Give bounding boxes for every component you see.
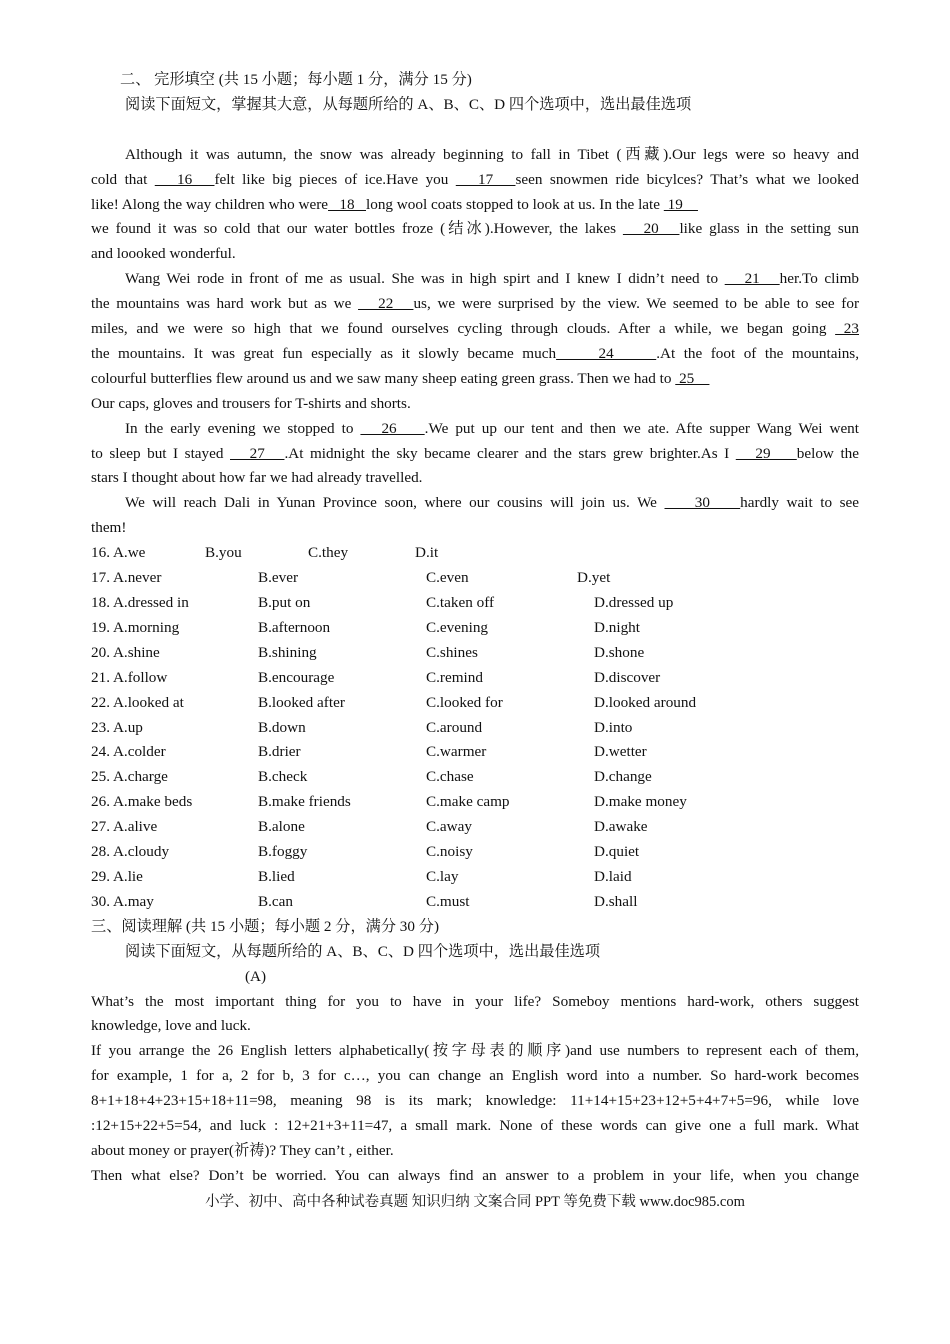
reading-line: Then what else? Don’t be worried. You can always find an answer to a problem in your life, when you change (91, 1166, 859, 1184)
passage-line: colourful butterflies flew around us and we saw many sheep eating green grass. Then we had to 25 (91, 369, 710, 387)
blank-20: 20 (622, 220, 680, 238)
blank-18: 18 (328, 195, 366, 213)
passage-line: Our caps, gloves and trousers for T-shirts and shorts. (91, 394, 411, 412)
passage-line: we found it was so cold that our water bottles froze (结冰).However, the lakes 20 like glass in the setting sun (91, 220, 859, 238)
cloze-passage (91, 143, 859, 542)
blank-27: 27 (230, 444, 285, 462)
document-page (91, 68, 859, 1189)
option-row: 17. A.never B.ever C.even D.yet (91, 569, 611, 587)
reading-line: about money or prayer(祈祷)? They can’t , either. (91, 1141, 394, 1159)
option-row: 21. A.follow B.encourage C.remind D.discover (91, 668, 661, 686)
option-row: 22. A.looked at B.looked after C.looked for D.looked around (91, 693, 697, 711)
passage-line: Although it was autumn, the snow was already beginning to fall in Tibet (西藏).Our legs were so heavy and (125, 145, 859, 163)
option-row: 28. A.cloudy B.foggy C.noisy D.quiet (91, 843, 640, 861)
passage-line: like! Along the way children who were 18 long wool coats stopped to look at us. In the late 19 (91, 195, 698, 213)
option-row: 23. A.up B.down C.around D.into (91, 718, 633, 736)
option-row: 27. A.alive B.alone C.away D.awake (91, 818, 648, 836)
blank-24: 24 (556, 344, 657, 362)
section3-heading: 三、阅读理解 (共 15 小题；每小题 2 分，满分 30 分) (91, 917, 440, 935)
blank-21: 21 (724, 270, 780, 288)
passage-line: cold that 16 felt like big pieces of ice.Have you 17 seen snowmen ride bicylces? That’s what we looked (91, 170, 860, 188)
reading-line: knowledge, love and luck. (91, 1017, 251, 1035)
page-footer: 小学、初中、高中各种试卷真题 知识归纳 文案合同 PPT 等免费下载 www.doc985.com (205, 1194, 745, 1210)
reading-passage (91, 990, 859, 1189)
passage-line: Wang Wei rode in front of me as usual. She was in high spirt and I knew I didn’t need to 21 her.To climb (125, 270, 860, 288)
blank-26: 26 (360, 419, 425, 437)
passage-line: In the early evening we stopped to 26 .We put up our tent and then we ate. Afte supper Wang Wei went (125, 419, 859, 437)
blank-22: 22 (358, 295, 414, 313)
passage-label: (A) (245, 967, 267, 985)
reading-line: 8+1+18+4+23+15+18+11=98, meaning 98 is its mark; knowledge: 11+14+15+23+12+5+4+7+5=96, while love (91, 1092, 859, 1110)
option-row: 20. A.shine B.shining C.shines D.shone (91, 643, 645, 661)
blank-23: 23 (835, 320, 859, 338)
blank-29: 29 (735, 444, 797, 462)
blank-17: 17 (455, 170, 516, 188)
reading-line: If you arrange the 26 English letters alphabetically(按字母表的顺序)and use numbers to represent each of them, (91, 1042, 859, 1060)
option-row: 30. A.may B.can C.must D.shall (91, 892, 638, 910)
option-row: 25. A.charge B.check C.chase D.change (91, 768, 652, 786)
blank-19: 19 (663, 195, 698, 213)
options-list (91, 541, 859, 915)
blank-25: 25 (675, 369, 710, 387)
passage-line: miles, and we were so high that we found ourselves cycling through clouds. After a while, we began going 23 (91, 320, 859, 338)
passage-line: the mountains was hard work but as we 22 us, we were surprised by the view. We seemed to be able to see for (91, 295, 860, 313)
option-row: 19. A.morning B.afternoon C.evening D.night (91, 618, 640, 636)
reading-line: for example, 1 for a, 2 for b, 3 for c…, you can change an English word into a number. So hard-work becomes (91, 1067, 859, 1085)
passage-line: and loooked wonderful. (91, 245, 236, 263)
section2-heading: 二、 完形填空 (共 15 小题；每小题 1 分，满分 15 分) (120, 71, 472, 88)
option-row: 16. A.we B.you C.they D.it (91, 544, 439, 562)
reading-line: What’s the most important thing for you to have in your life? Someboy mentions hard-work, others suggest (91, 992, 859, 1010)
option-row: 18. A.dressed in B.put on C.taken off D.dressed up (91, 594, 674, 612)
passage-line: them! (91, 519, 127, 537)
passage-line: the mountains. It was great fun especially as it slowly became much 24 .At the foot of the mountains, (91, 344, 859, 362)
blank-30: 30 (664, 494, 741, 512)
option-row: 24. A.colder B.drier C.warmer D.wetter (91, 743, 647, 761)
section3-instruction: 阅读下面短文，从每题所给的 A、B、C、D 四个选项中，选出最佳选项 (125, 942, 601, 960)
option-row: 29. A.lie B.lied C.lay D.laid (91, 867, 632, 885)
blank-16: 16 (154, 170, 215, 188)
passage-line: stars I thought about how far we had already travelled. (91, 469, 423, 487)
reading-line: :12+15+22+5=54, and luck : 12+21+3+11=47, a small mark. None of these words can give one a full mark. What (91, 1117, 859, 1135)
section2-instruction: 阅读下面短文，掌握其大意，从每题所给的 A、B、C、D 四个选项中，选出最佳选项 (125, 95, 692, 113)
option-row: 26. A.make beds B.make friends C.make camp D.make money (91, 793, 687, 811)
passage-line: to sleep but I stayed 27 .At midnight the sky became clearer and the stars grew brighter.As I 29 below the (91, 444, 859, 462)
passage-line: We will reach Dali in Yunan Province soon, where our cousins will join us. We 30 hardly wait to see (125, 494, 860, 512)
